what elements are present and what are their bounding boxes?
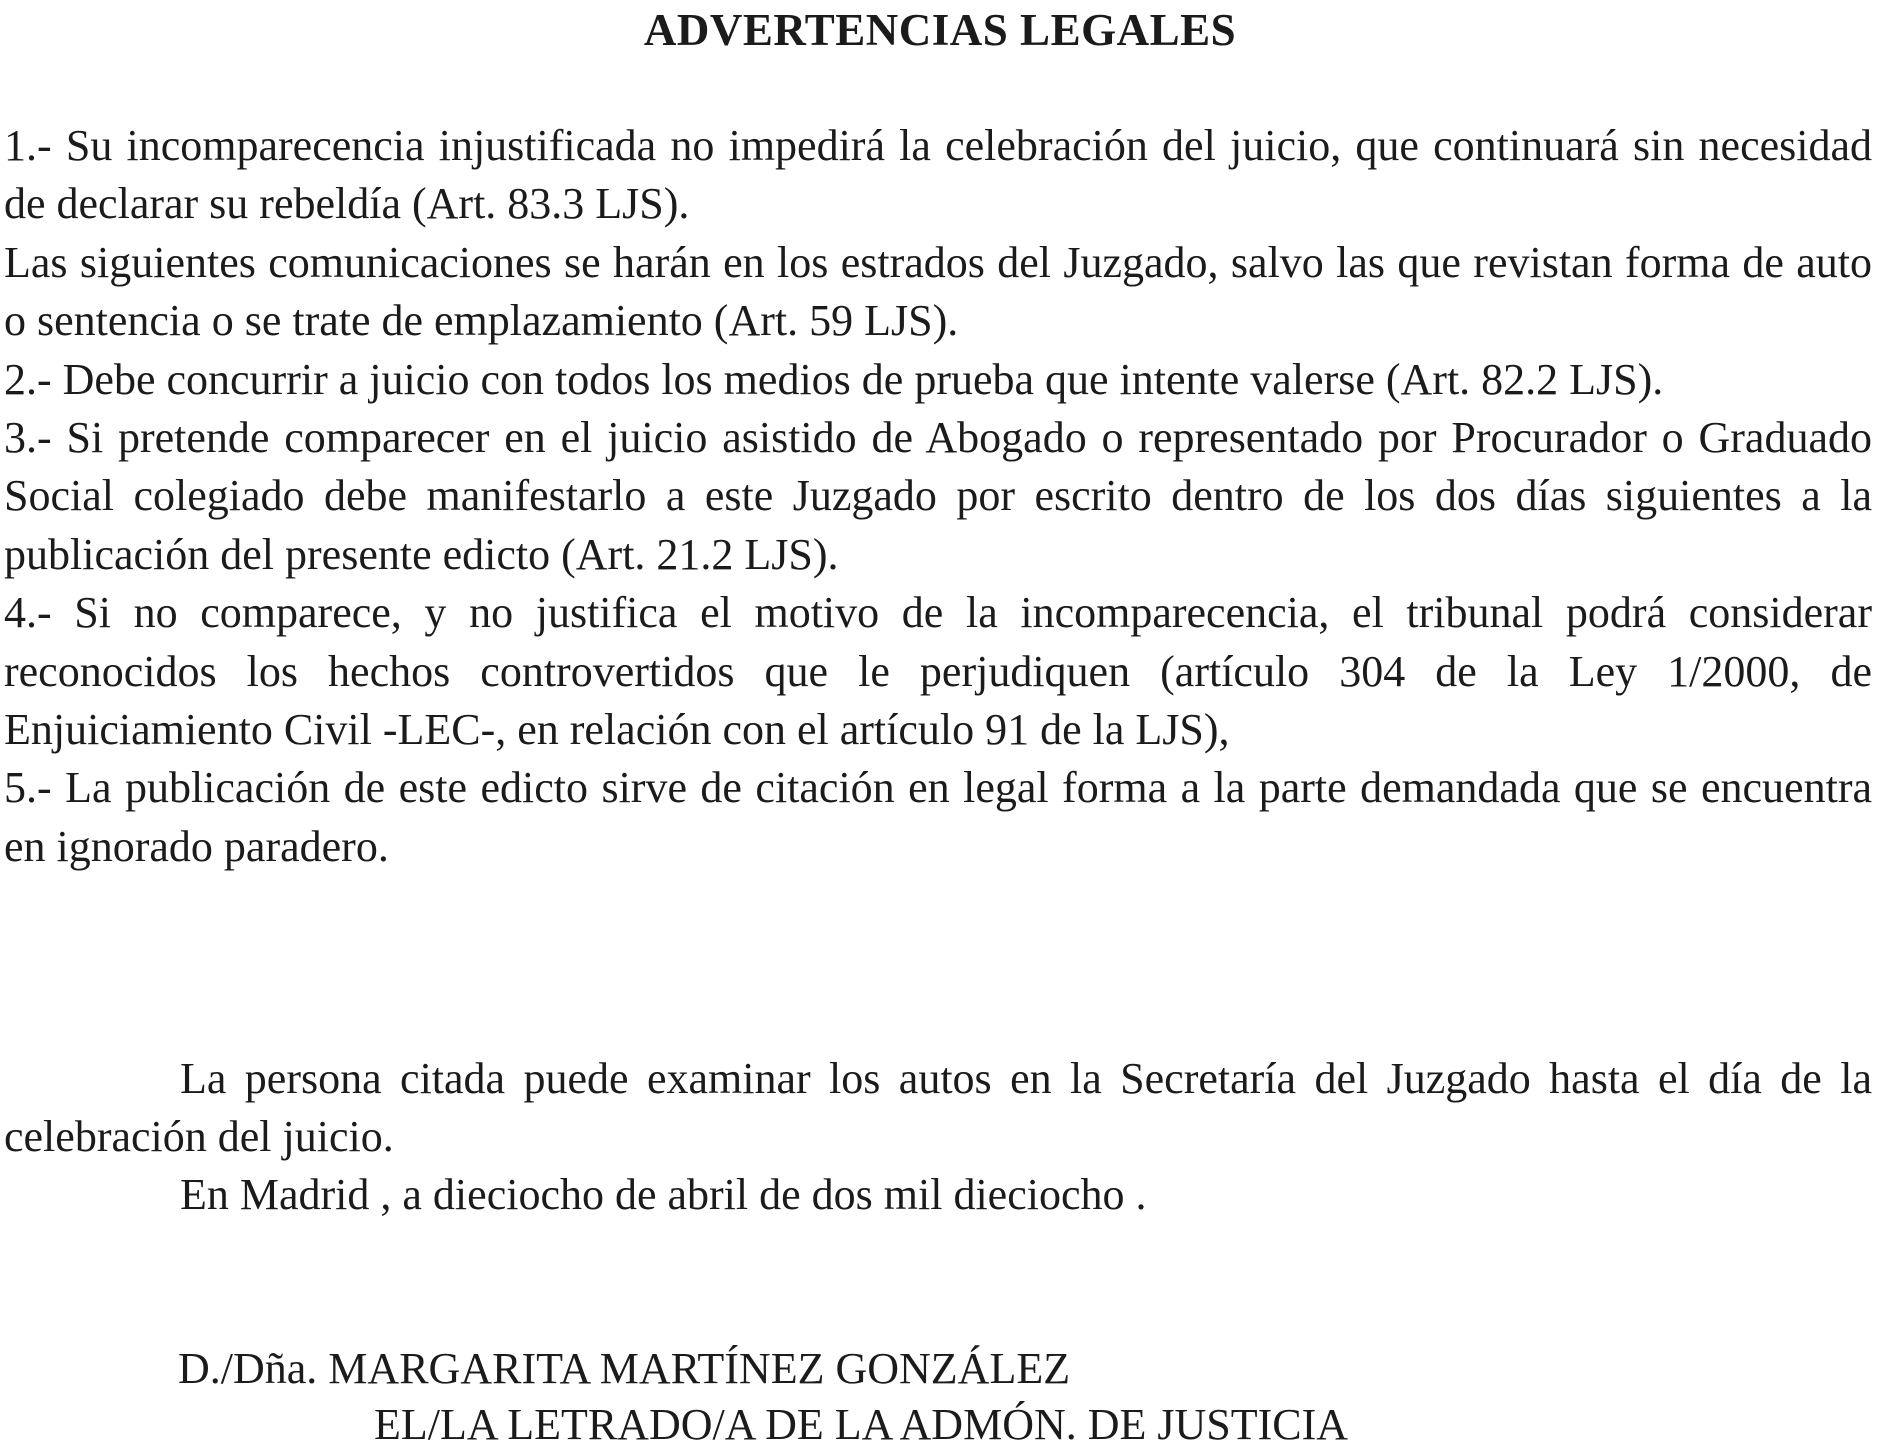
document-title: ADVERTENCIAS LEGALES: [643, 5, 1237, 55]
warning-5: 5.- La publicación de este edicto sirve de citación en legal forma a la parte demandada que se encuentra en ignorado paradero.: [4, 763, 1872, 871]
date-line: En Madrid , a dieciocho de abril de dos mil dieciocho .: [180, 1170, 1147, 1219]
warning-3: 3.- Si pretende comparecer en el juicio asistido de Abogado o representado por Procurador o Graduado Social colegiado debe manifestarlo a este Juzgado por escrito dentro de los dos días siguientes a la publicación del presente edicto (Art. 21.2 LJS).: [4, 413, 1872, 579]
closing-paragraph: La persona citada puede examinar los autos en la Secretaría del Juzgado hasta el día de la celebración del juicio.: [4, 1054, 1872, 1161]
warning-4: 4.- Si no comparece, y no justifica el motivo de la incomparecencia, el tribunal podrá considerar reconocidos los hechos controvertidos que le perjudiquen (artículo 304 de la Ley 1/2000, de Enjuiciamiento Civil -LEC-, en relación con el artículo 91 de la LJS),: [4, 588, 1872, 755]
warning-1: 1.- Su incomparecencia injustificada no impedirá la celebración del juicio, que continuará sin necesidad de declarar su rebeldía (Art. 83.3 LJS).: [4, 121, 1872, 229]
warning-2: 2.- Debe concurrir a juicio con todos los medios de prueba que intente valerse (Art. 82.2 LJS).: [4, 354, 1664, 404]
closing-section: [4, 1050, 1872, 1224]
signatory-name: D./Dña. MARGARITA MARTÍNEZ GONZÁLEZ: [178, 1344, 1071, 1393]
communications-notice: Las siguientes comunicaciones se harán en los estrados del Juzgado, salvo las que revistan forma de auto o sentencia o se trate de emplazamiento (Art. 59 LJS).: [4, 237, 1872, 346]
legal-warnings-body: [4, 117, 1872, 876]
signatory-title: EL/LA LETRADO/A DE LA ADMÓN. DE JUSTICIA: [374, 1400, 1349, 1449]
